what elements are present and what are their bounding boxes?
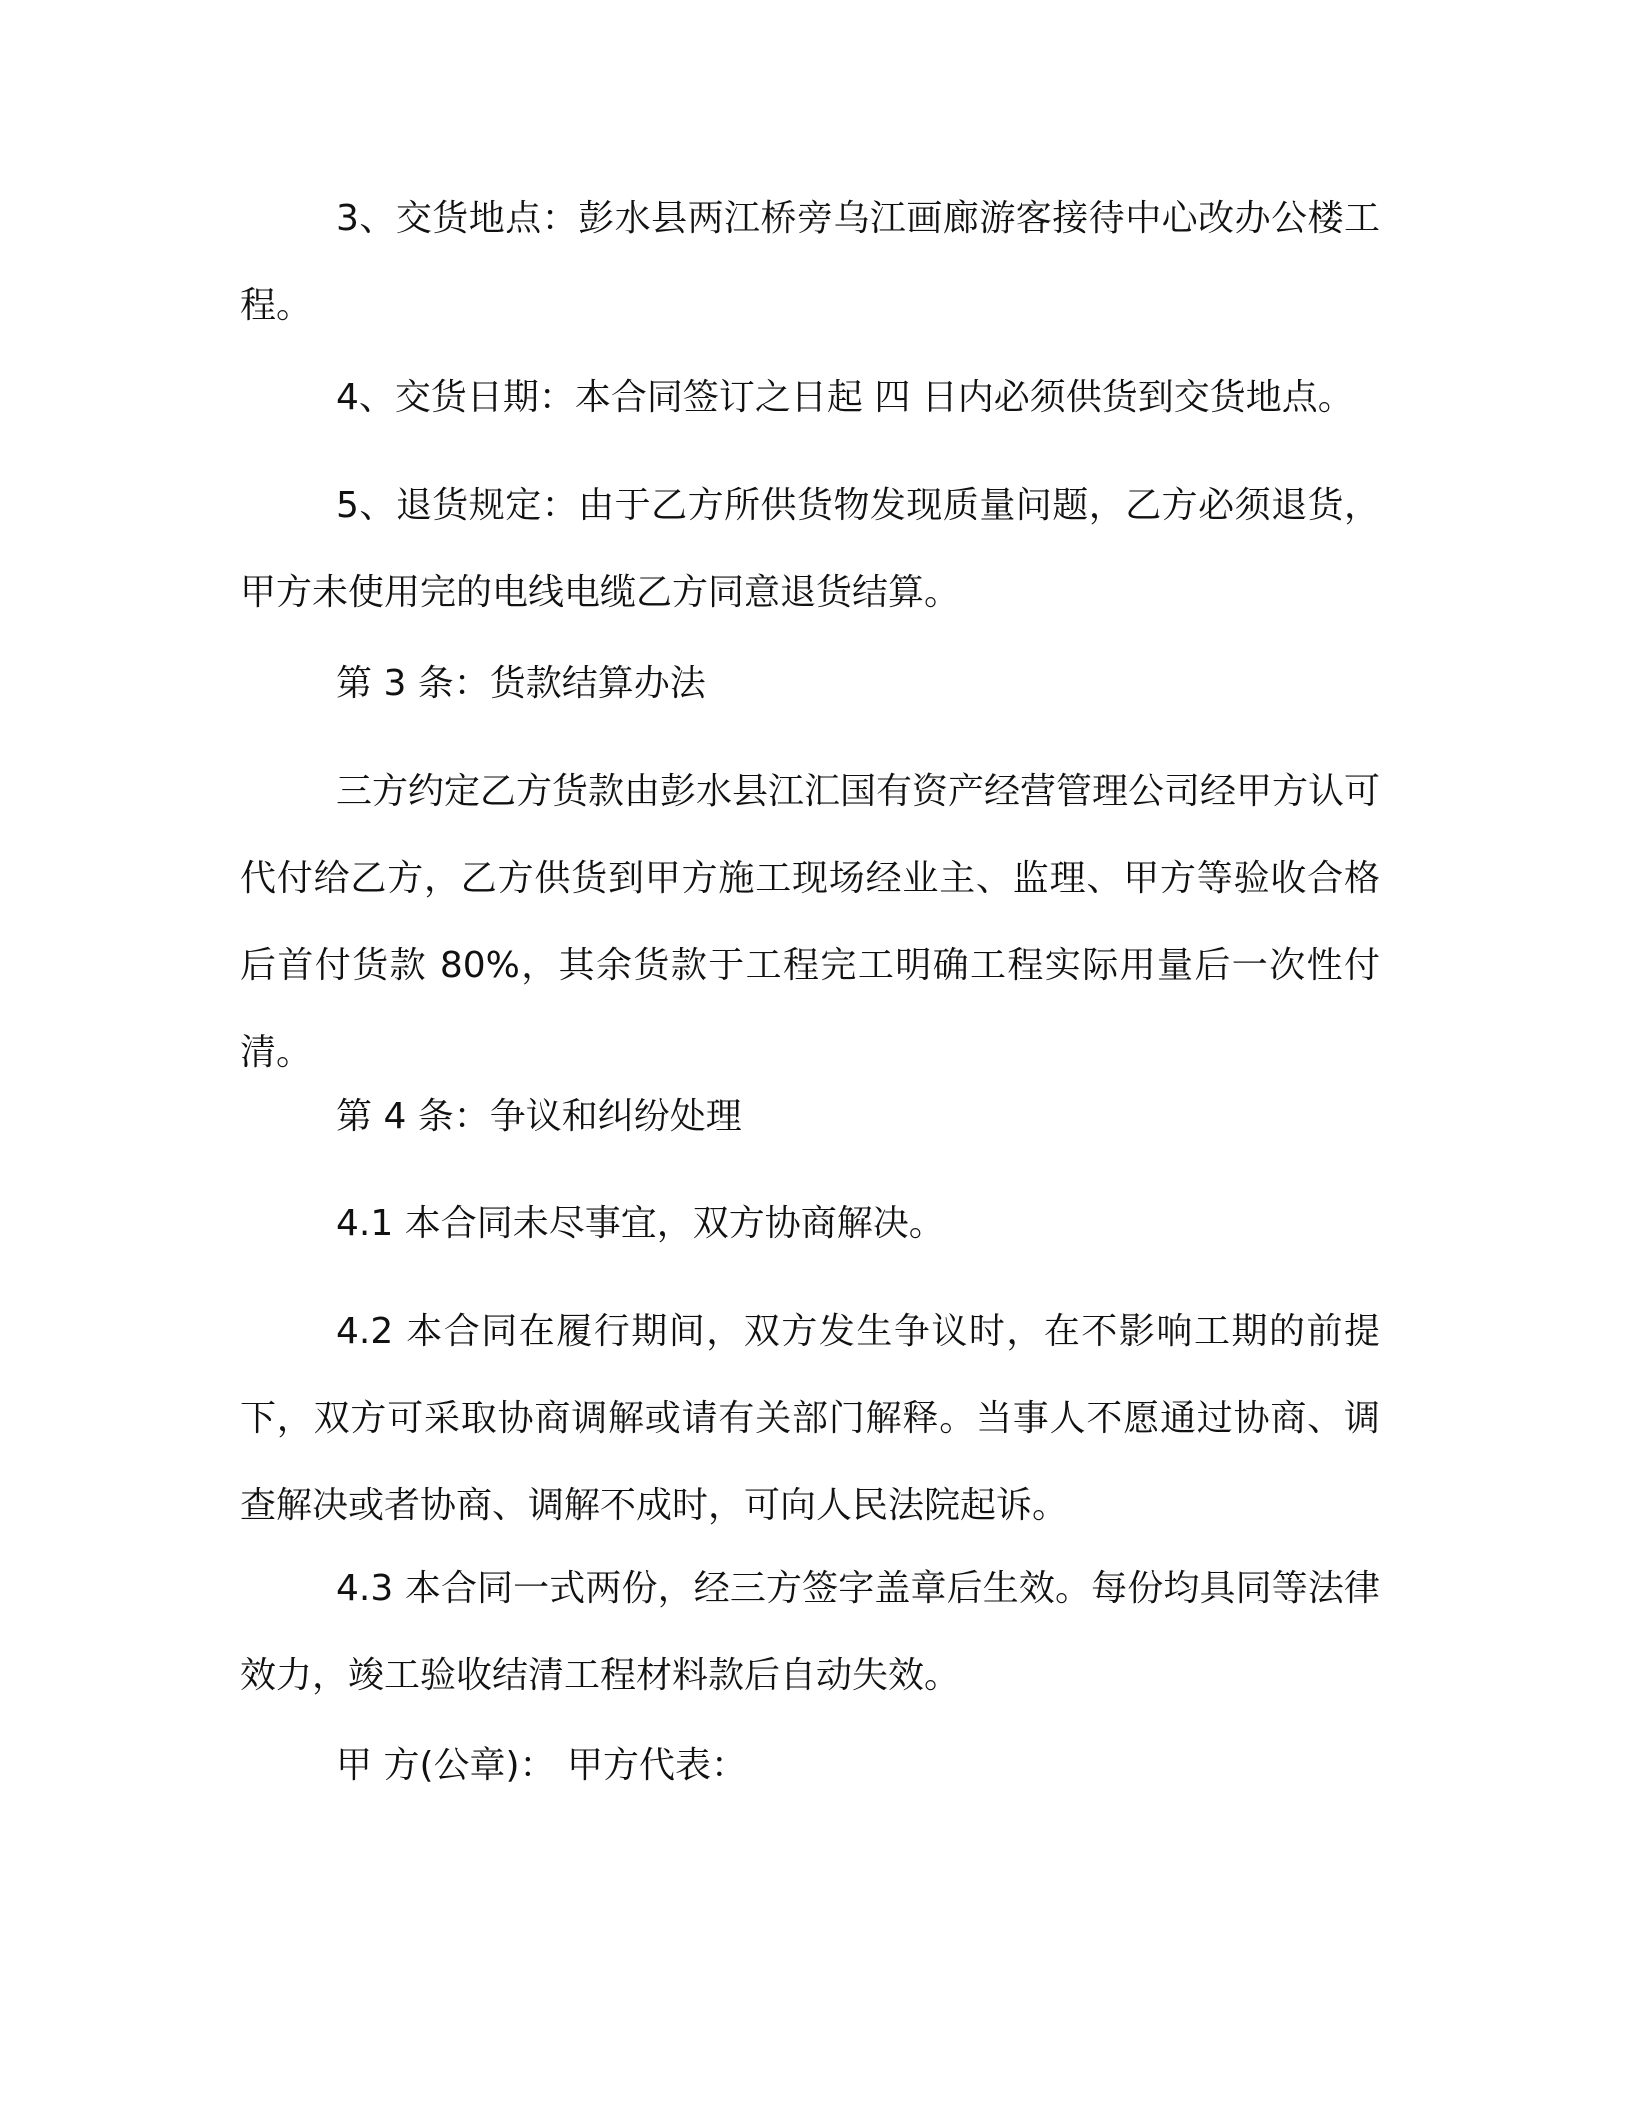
clause-4-1: 4.1 本合同未尽事宜，双方协商解决。 [336, 1203, 945, 1244]
clause-4-3: 4.3 本合同一式两份，经三方签字盖章后生效。每份均具同等法律效力，竣工验收结清工程材料款后自动失效。 [240, 1568, 1380, 1696]
article-4-heading: 第 4 条：争议和纠纷处理 [336, 1096, 742, 1137]
paragraph-payment-terms: 三方约定乙方货款由彭水县江汇国有资产经营管理公司经甲方认可代付给乙方，乙方供货到甲方施工现场经业主、监理、甲方等验收合格后首付货款 80%，其余货款于工程完工明确工程实际用量后一次性付清。 [240, 771, 1381, 1073]
paragraph-delivery-date: 4、交货日期：本合同签订之日起 四 日内必须供货到交货地点。 [336, 377, 1354, 418]
signature-party-a: 甲 方(公章)： 甲方代表： [336, 1745, 747, 1786]
paragraph-delivery-location: 3、交货地点：彭水县两江桥旁乌江画廊游客接待中心改办公楼工程。 [240, 198, 1380, 326]
document-page [240, 0, 1380, 2112]
article-3-heading: 第 3 条：货款结算办法 [336, 663, 706, 704]
paragraph-return-policy: 5、退货规定：由于乙方所供货物发现质量问题，乙方必须退货，甲方未使用完的电线电缆乙方同意退货结算。 [240, 485, 1380, 613]
clause-4-2: 4.2 本合同在履行期间，双方发生争议时，在不影响工期的前提下，双方可采取协商调解或请有关部门解释。当事人不愿通过协商、调查解决或者协商、调解不成时，可向人民法院起诉。 [240, 1311, 1380, 1526]
